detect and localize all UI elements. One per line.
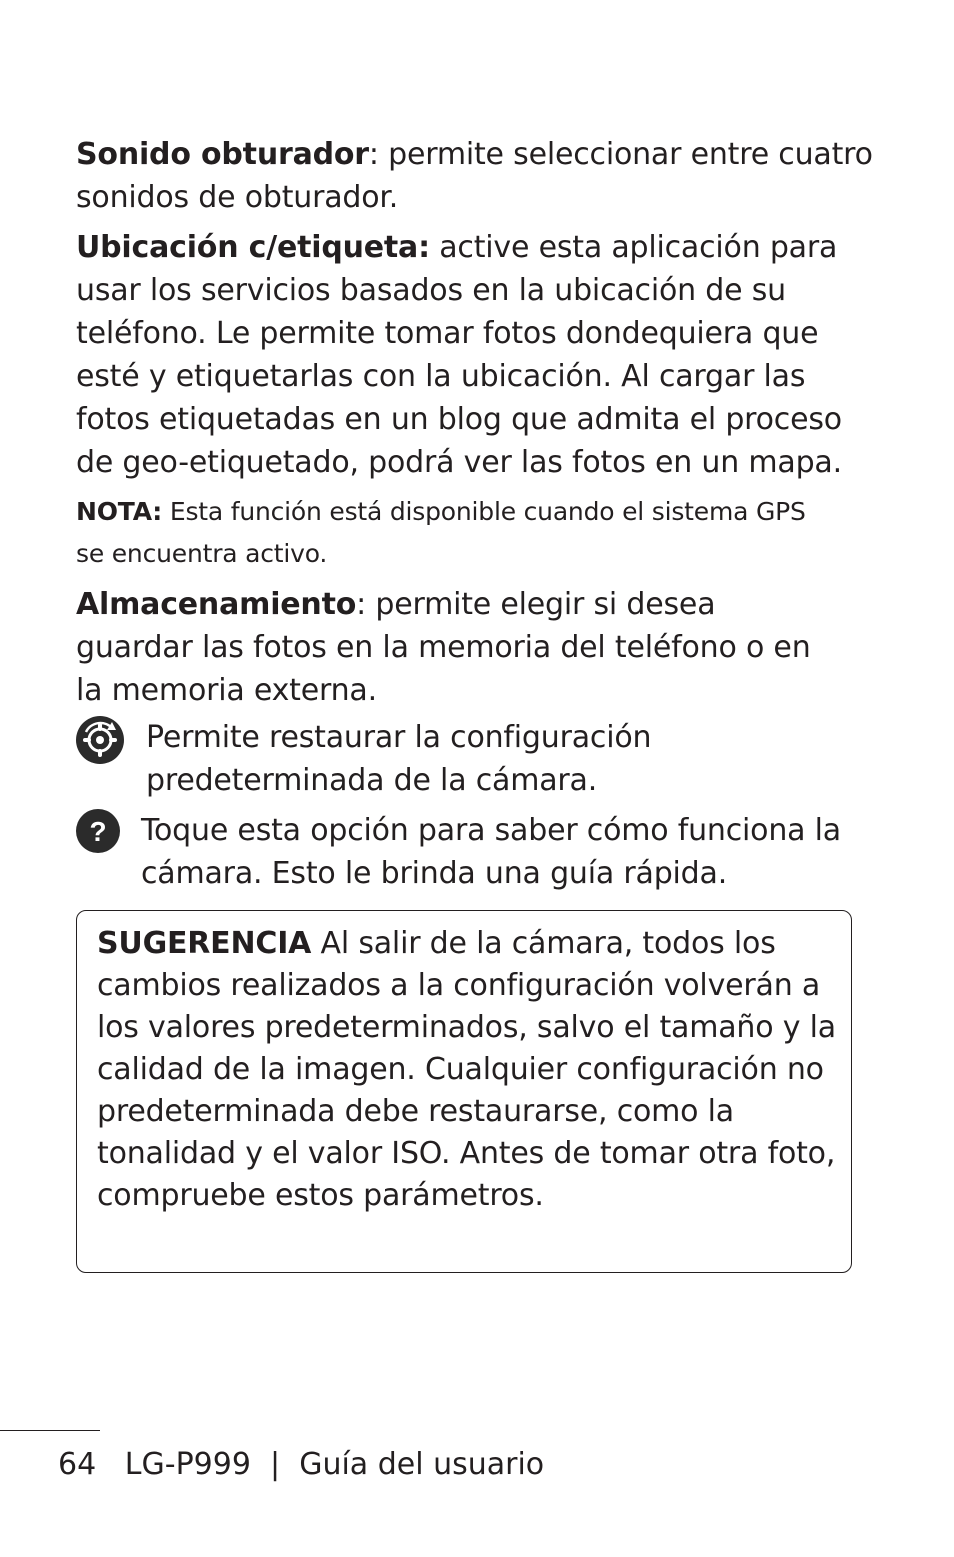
footer-rule xyxy=(0,1430,100,1431)
help-item xyxy=(76,809,876,899)
page-number: 64 xyxy=(58,1447,97,1482)
help-question-icon xyxy=(76,809,120,853)
restore-settings-text: Permite restaurar la configuración predeterminada de la cámara. xyxy=(146,720,652,798)
nota-paragraph xyxy=(76,491,816,575)
footer-separator: | xyxy=(270,1447,281,1482)
almacenamiento-term: Almacenamiento xyxy=(76,587,357,622)
guide-title: Guía del usuario xyxy=(299,1447,545,1482)
model-name: LG-P999 xyxy=(124,1447,251,1482)
sonido-obturador-paragraph xyxy=(76,133,876,219)
nota-term: NOTA: xyxy=(76,497,163,526)
tip-paragraph xyxy=(97,923,837,1217)
restore-settings-item xyxy=(76,716,876,806)
ubicacion-term: Ubicación c/etiqueta: xyxy=(76,230,430,265)
sonido-obturador-term: Sonido obturador xyxy=(76,137,369,172)
tip-term: SUGERENCIA xyxy=(97,926,312,961)
restore-settings-icon xyxy=(76,716,124,764)
almacenamiento-paragraph xyxy=(76,583,836,712)
tip-box xyxy=(76,910,852,1273)
nota-text: Esta función está disponible cuando el sistema GPS se encuentra activo. xyxy=(76,497,806,568)
ubicacion-paragraph xyxy=(76,226,866,484)
tip-text: Al salir de la cámara, todos los cambios realizados a la configuración volverán a los valores predeterminados, salvo el tamaño y la calidad de la imagen. Cualquier configuración no predeterminada debe restaurarse, como la tonalidad y el valor ISO. Antes de tomar otra foto, compruebe estos parámetros. xyxy=(97,926,836,1213)
help-text: Toque esta opción para saber cómo funciona la cámara. Esto le brinda una guía rápida. xyxy=(141,813,841,891)
sonido-obturador-text: : permite seleccionar entre cuatro sonidos de obturador. xyxy=(76,137,873,215)
page-footer xyxy=(58,1445,544,1485)
almacenamiento-text: : permite elegir si desea guardar las fotos en la memoria del teléfono o en la memoria externa. xyxy=(76,587,811,708)
ubicacion-text: active esta aplicación para usar los servicios basados en la ubicación de su teléfono. Le permite tomar fotos dondequiera que esté y etiquetarlas con la ubicación. Al cargar las fotos etiquetadas en un blog que admita el proceso de geo-etiquetado, podrá ver las fotos en un mapa. xyxy=(76,230,842,480)
svg-text:?: ? xyxy=(89,816,107,847)
